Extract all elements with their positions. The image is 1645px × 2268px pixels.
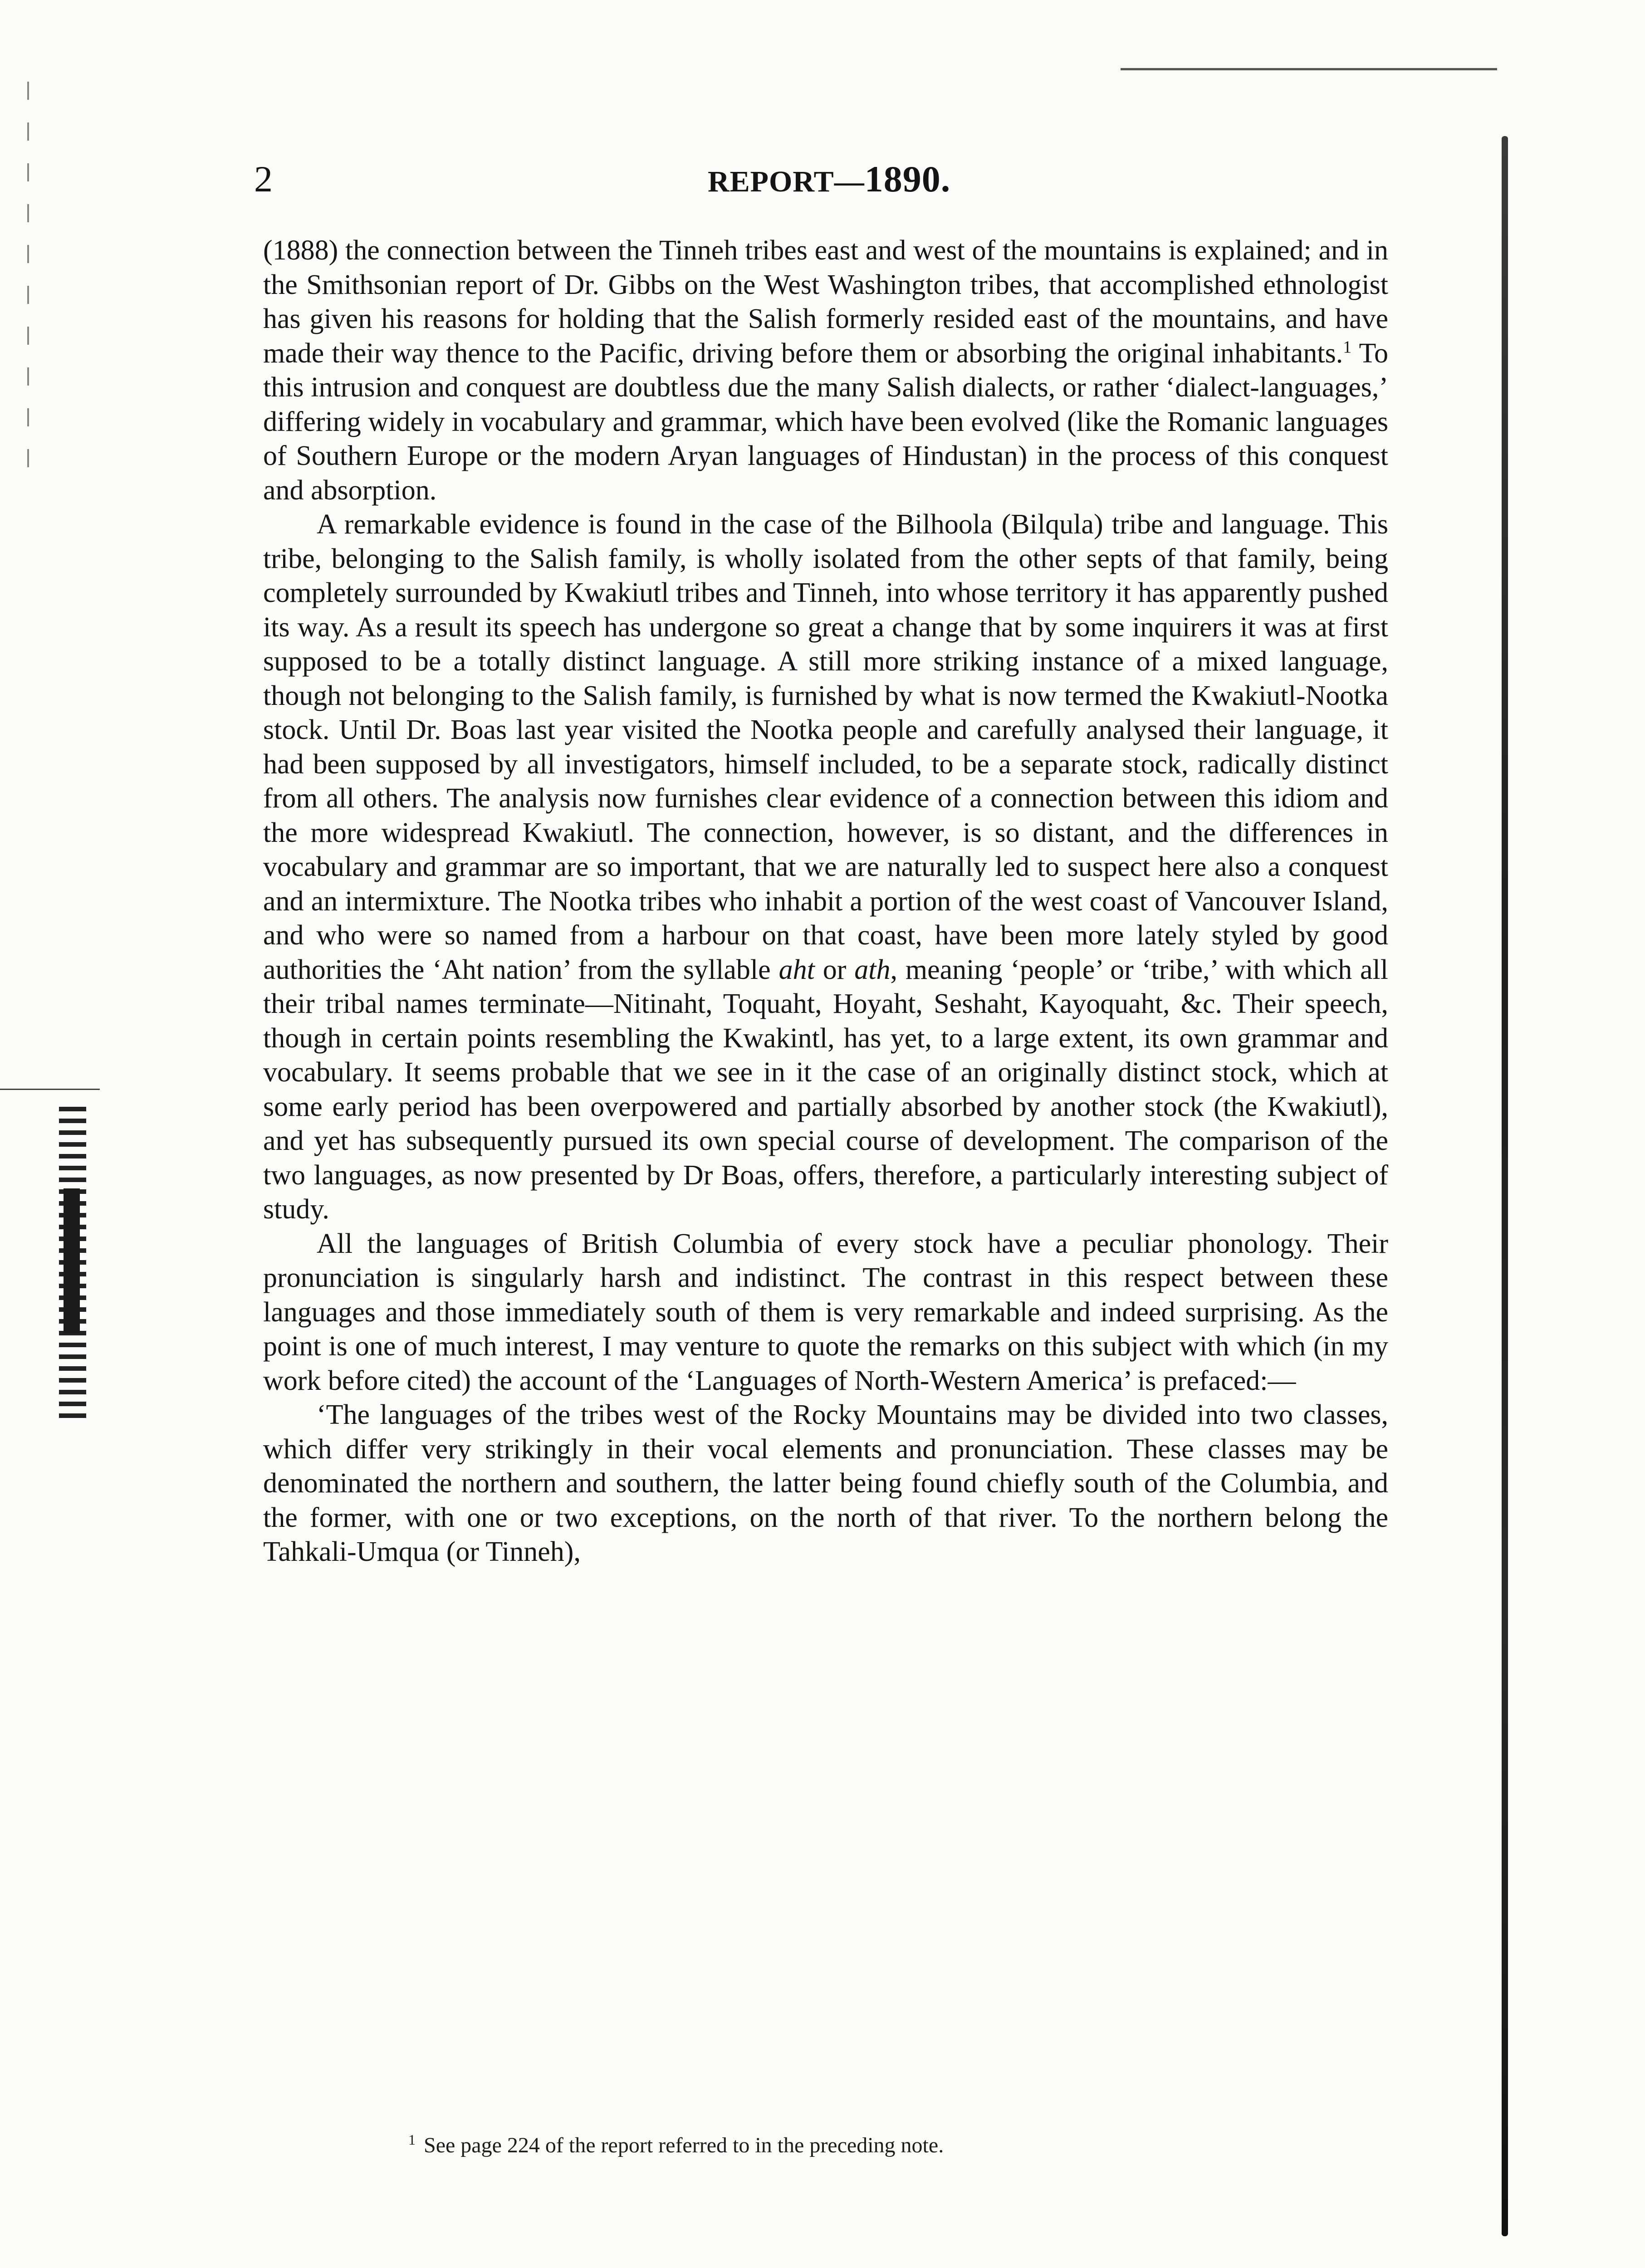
scan-artifact-left-mark xyxy=(0,1089,100,1090)
italic-term: aht xyxy=(778,954,815,985)
paragraph xyxy=(263,1227,1388,1398)
running-head xyxy=(254,159,1393,200)
italic-term: ath xyxy=(854,954,891,985)
report-title-prefix: REPORT— xyxy=(708,165,865,198)
paragraph-text: , meaning ‘people’ or ‘tribe,’ with which all their tribal names terminate—Nitinaht, Toquaht, Hoyaht, Seshaht, Kayoquaht, &c. Their speech, though in certain points resembling the Kwakintl, has yet, to a large extent, its own grammar and vocabulary. It seems probable that we see in it the case of an originally distinct stock, which at some early period has been overpowered and partially absorbed by another stock (the Kwakiutl), and yet has subsequently pursued its own special course of development. The comparison of the two languages, as now presented by Dr Boas, offers, therefore, a particularly interesting subject of study. xyxy=(263,954,1388,1225)
scan-artifact-left-edge xyxy=(27,82,29,490)
paragraph-text: A remarkable evidence is found in the case of the Bilhoola (Bilqula) tribe and language. This tribe, belonging to the Salish family, is wholly isolated from the other septs of that family, being completely surrounded by Kwakiutl tribes and Tinneh, into whose territory it has apparently pushed its way. As a result its speech has undergone so great a change that by some inquirers it was at first supposed to be a totally distinct language. A still more striking instance of a mixed language, though not belonging to the Salish family, is furnished by what is now termed the Kwakiutl-Nootka stock. Until Dr. Boas last year visited the Nootka people and carefully analysed their language, it had been supposed by all investigators, himself included, to be a separate stock, radically distinct from all others. The analysis now furnishes clear evidence of a connection between this idiom and the more widespread Kwakiutl. The connection, however, is so distant, and the differences in vocabulary and grammar are so important, that we are naturally led to suspect here also a conquest and an intermixture. The Nootka tribes who inhabit a portion of the west coast of Vancouver Island, and who were so named from a harbour on that coast, have been more lately styled by good authorities the ‘Aht nation’ from the syllable xyxy=(263,509,1388,985)
paragraph-text: (1888) the connection between the Tinneh tribes east and west of the mountains is explained; and in the Smithsonian report of Dr. Gibbs on the West Washington tribes, that accomplished ethnologist has given his reasons for holding that the Salish formerly resided east of the mountains, and have made their way thence to the Pacific, driving before them or absorbing the original inhabitants. xyxy=(263,235,1388,369)
report-title-year: 1890. xyxy=(864,158,951,200)
body-text xyxy=(263,234,1388,1569)
report-title xyxy=(708,159,1025,202)
page-number: 2 xyxy=(254,158,273,200)
footnote xyxy=(408,2132,1406,2159)
paragraph-text: ‘The languages of the tribes west of the Rocky Mountains may be divided into two classes, which differ very strikingly in their vocal elements and pronunciation. These classes may be denominated the northern and southern, the latter being found chiefly south of the Columbia, and the former, with one or two exceptions, on the north of that river. To the northern belong the Tahkali-Umqua (or Tinneh), xyxy=(263,1399,1388,1567)
scan-artifact-top-rule xyxy=(1121,68,1497,70)
footnote-reference: 1 xyxy=(1343,337,1352,357)
paragraph-text: To this intrusion and conquest are doubtless due the many Salish dialects, or rather ‘dialect-languages,’ differing widely in vocabulary and grammar, which have been evolved (like the Romanic languages of Southern Europe or the modern Aryan languages of Hindustan) in the process of this conquest and absorption. xyxy=(263,337,1388,506)
footnote-mark: 1 xyxy=(408,2131,416,2148)
paragraph xyxy=(263,508,1388,1227)
paragraph xyxy=(263,234,1388,508)
scan-artifact-margin-line xyxy=(1502,136,1508,2236)
paragraph-text: All the languages of British Columbia of every stock have a peculiar phonology. Their pronunciation is singularly harsh and indistinct. The contrast in this respect between these languages and those immediately south of them is very remarkable and indeed surprising. As the point is one of much interest, I may venture to quote the remarks on this subject with which (in my work before cited) the account of the ‘Languages of North-Western America’ is prefaced:— xyxy=(263,1228,1388,1396)
scan-artifact-dense-bar xyxy=(64,1188,80,1334)
paragraph xyxy=(263,1398,1388,1569)
paragraph-text: or xyxy=(814,954,855,985)
footnote-text: See page 224 of the report referred to in the preceding note. xyxy=(424,2133,944,2157)
